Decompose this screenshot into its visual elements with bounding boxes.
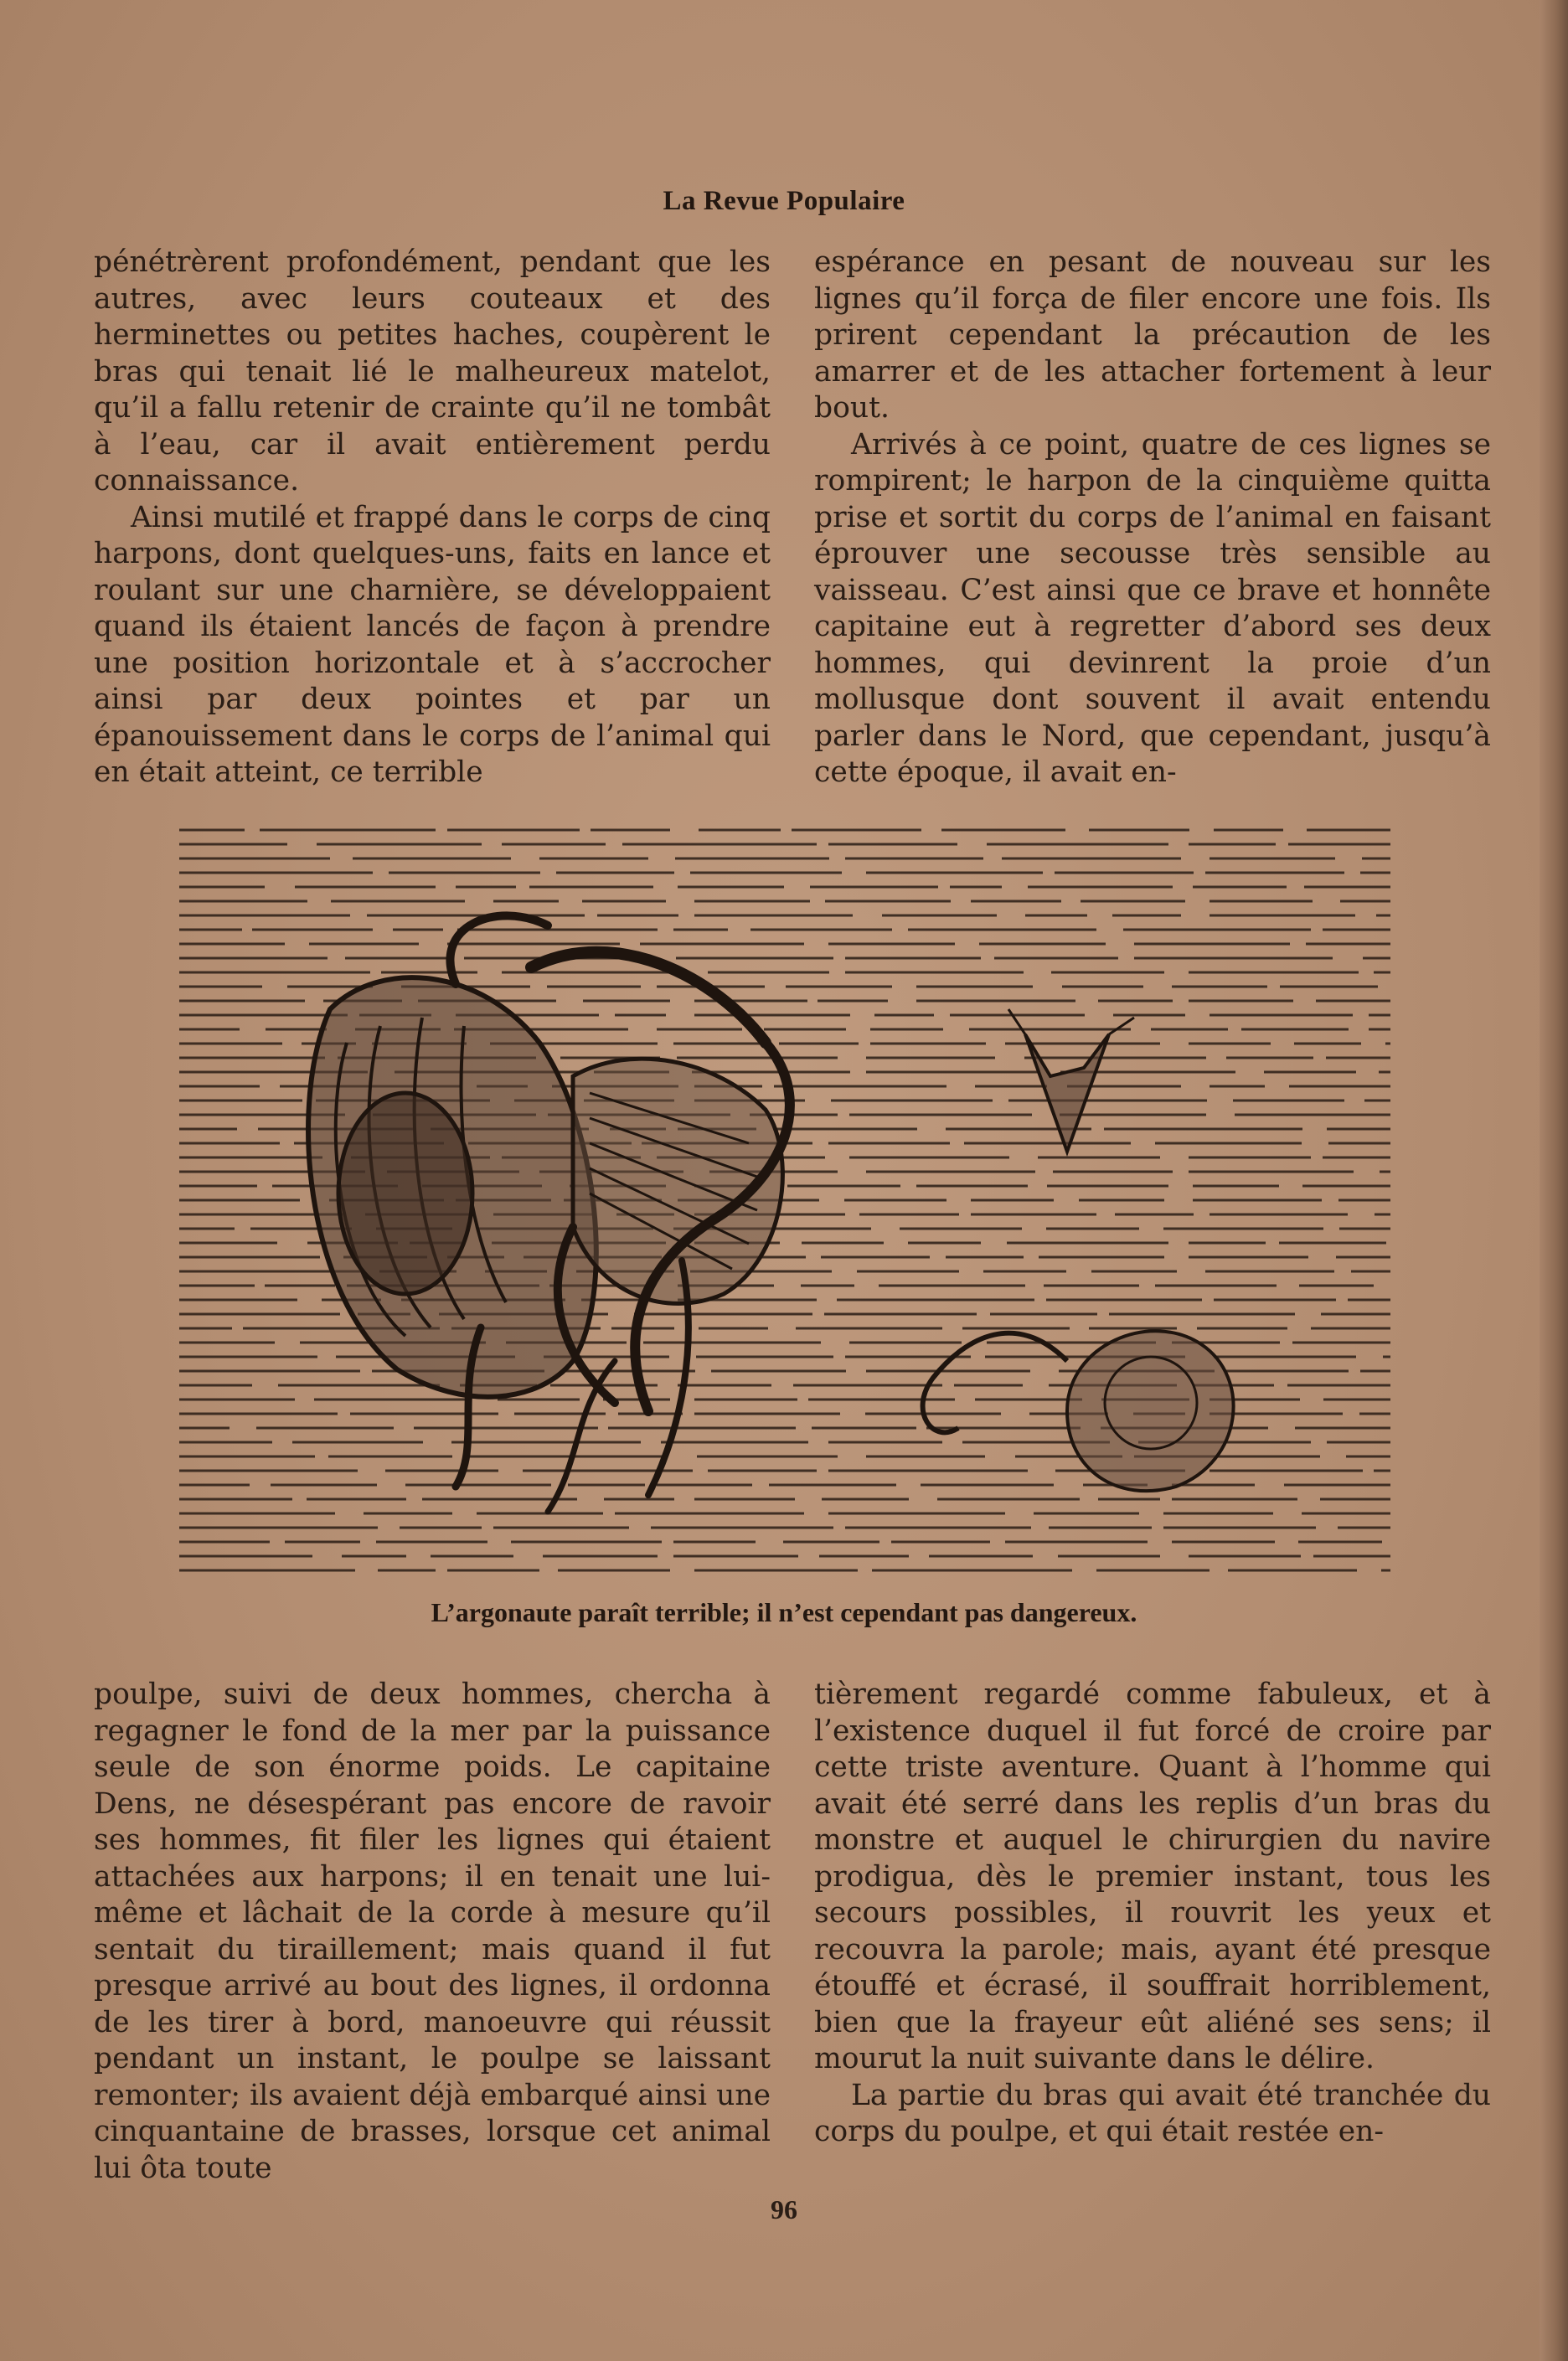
paragraph: La partie du bras qui avait été tranchée du corps du poulpe, et qui était restée en- xyxy=(814,2078,1491,2148)
column-top-right xyxy=(814,245,1491,791)
fan-shell xyxy=(573,1059,782,1303)
page-spine-shadow xyxy=(1540,0,1568,2361)
large-shell xyxy=(308,977,596,1397)
paragraph: pénétrèrent profondément, pendant que les autres, avec leurs couteaux et des herminettes ou petites haches, coupèrent le bras qui tenait lié le malheureux matelot, qu’il a fallu retenir de crainte qu’il ne tombât à l’eau, car il avait entièrement perdu connaissance. xyxy=(94,245,771,497)
page-number: 96 xyxy=(771,2194,797,2224)
paragraph: Arrivés à ce point, quatre de ces lignes se rompirent; le harpon de la cinquième quitta prise et sortit du corps de l’animal en faisant éprouver une secousse très sensible au vaisseau. C’est ainsi que ce brave et honnête capitaine eut à regretter d’abord ses deux hommes, qui devinrent la proie d’un mollusque dont souvent il avait entendu parler dans le Nord, que cependant, jusqu’à cette époque, il avait en- xyxy=(814,427,1491,789)
running-head: La Revue Populaire xyxy=(663,186,905,216)
paragraph: espérance en pesant de nouveau sur les lignes qu’il força de filer encore une fois. Ils prirent cependant la précaution de les amarrer et de les attacher fortement à leur bout. xyxy=(814,245,1491,425)
paragraph: poulpe, suivi de deux hommes, chercha à regagner le fond de la mer par la puissance seule de son énorme poids. Le capitaine Dens, ne désespérant pas encore de ravoir ses hommes, fit filer les lignes qui étaient attachées aux harpons; il en tenait une lui-même et lâchait de la corde à mesure qu’il sentait du tiraillement; mais quand il fut presque arrivé au bout des lignes, il ordonna de les tirer à bord, manoeuvre qui réussit pendant un instant, le poulpe se laissant remonter; ils avaient déjà embarqué ainsi une cinquantaine de brasses, lorsque cet animal lui ôta toute xyxy=(94,1678,771,2185)
figure-caption: L’argonaute paraît terrible; il n’est cependant pas dangereux. xyxy=(431,1597,1137,1627)
paragraph: tièrement regardé comme fabuleux, et à l’existence duquel il fut forcé de croire par cette triste aventure. Quant à l’homme qui avait été serré dans les replis d’un bras du monstre et auquel le chirurgien du navire prodigua, dès le premier instant, tous les secours possibles, il rouvrit les yeux et recouvra la parole; mais, ayant été presque étouffé et écrasé, il souffrait horriblement, bien que la frayeur eût aliéné ses sens; il mourut la nuit suivante dans le délire. xyxy=(814,1678,1491,2075)
argonaut-engraving xyxy=(179,825,1390,1579)
column-top-left xyxy=(94,245,771,791)
paragraph: Ainsi mutilé et frappé dans le corps de cinq harpons, dont quelques-uns, faits en lance et roulant sur une charnière, se développaient quand ils étaient lancés de façon à prendre une position horizontale et à s’accrocher ainsi par deux pointes et par un épanouissement dans le corps de l’animal qui en était atteint, ce terrible xyxy=(94,500,771,789)
column-bottom-right xyxy=(814,1677,1491,2151)
column-bottom-left xyxy=(94,1677,771,2187)
small-shell xyxy=(923,1331,1234,1491)
